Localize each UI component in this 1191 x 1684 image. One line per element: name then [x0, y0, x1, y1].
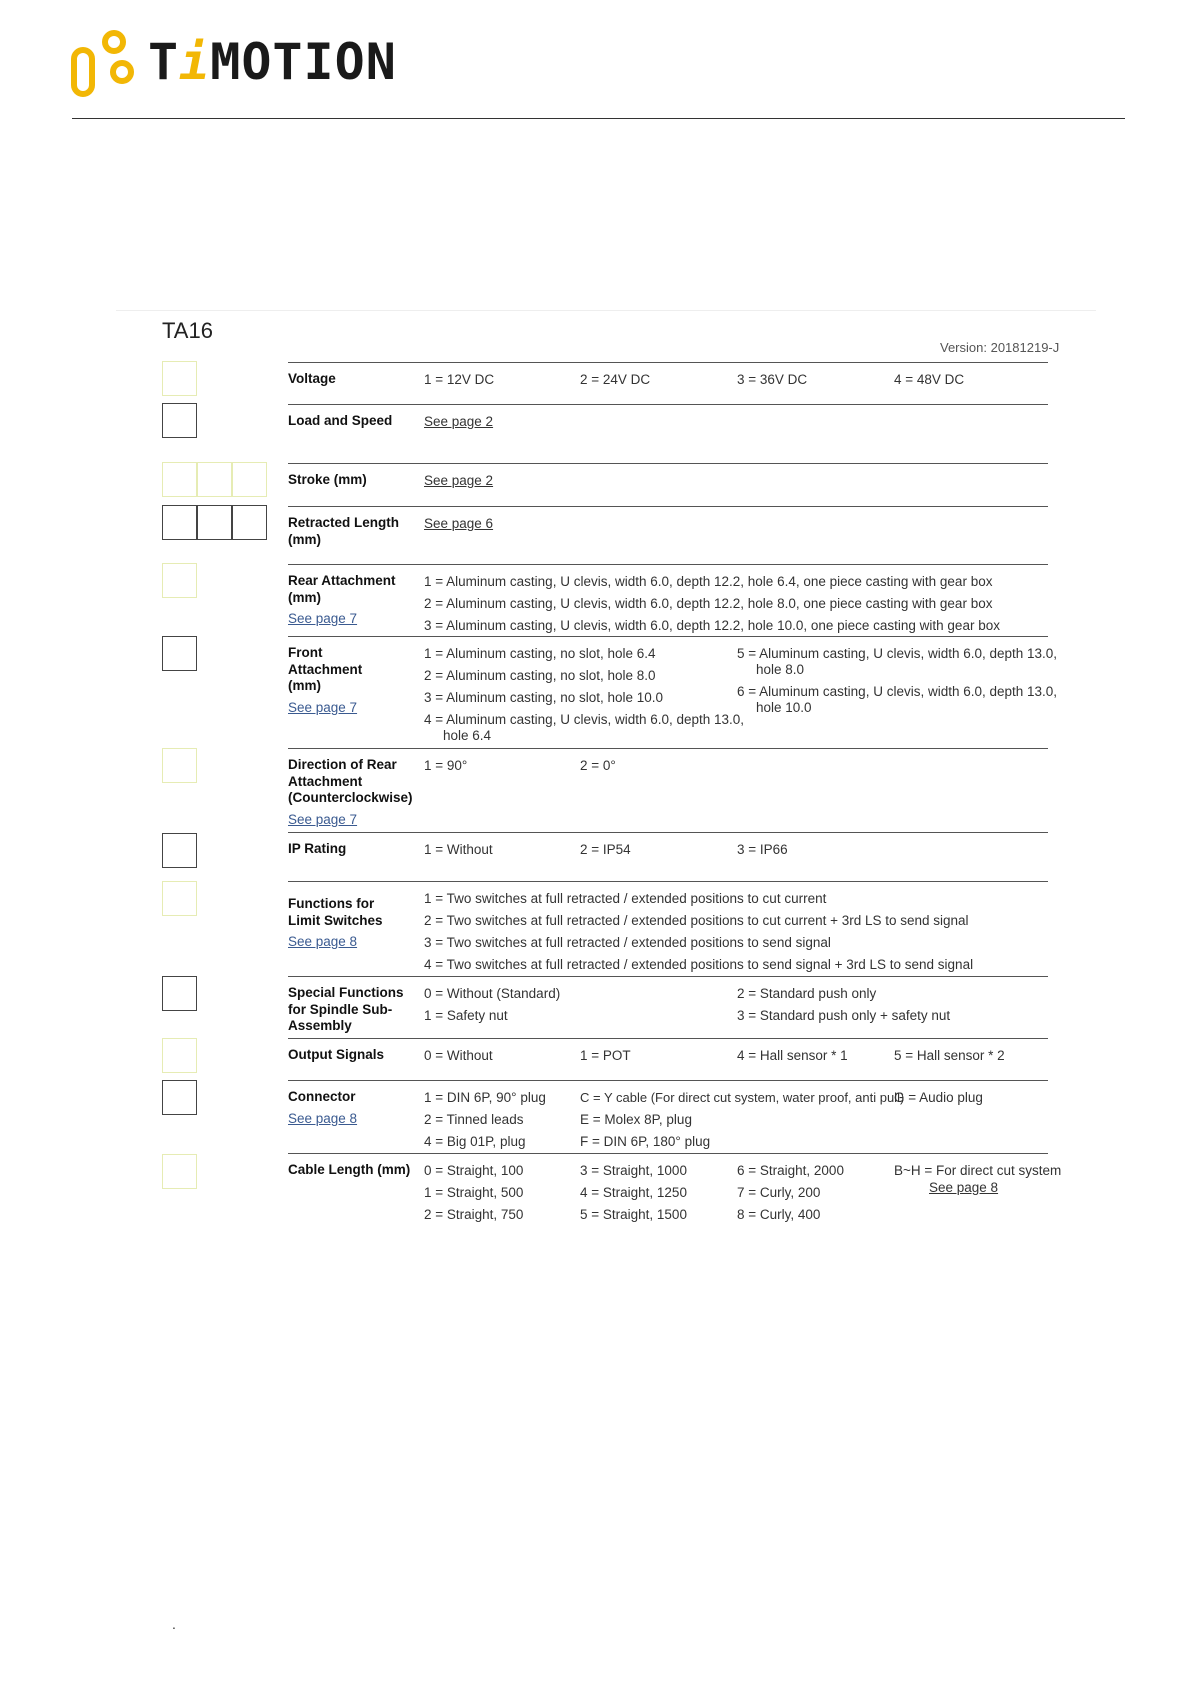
label-output-signals: Output Signals: [288, 1047, 384, 1062]
logo-wordmark: TiMOTION: [148, 33, 397, 91]
code-box-front: [162, 636, 197, 671]
label-connector: Connector See page 8: [288, 1089, 418, 1127]
option: 3 = IP66: [737, 842, 788, 857]
option: 2 = Aluminum casting, no slot, hole 8.0: [424, 668, 656, 683]
option: 7 = Curly, 200: [737, 1185, 821, 1200]
option-continued: hole 6.4: [443, 728, 492, 743]
option: 5 = Straight, 1500: [580, 1207, 687, 1222]
option: 0 = Without: [424, 1048, 493, 1063]
row-front-attachment: [288, 636, 1058, 749]
row-load-speed: [288, 404, 1048, 464]
option: 1 = Two switches at full retracted / extended positions to cut current: [424, 891, 827, 906]
option: 0 = Straight, 100: [424, 1163, 524, 1178]
option: 1 = Safety nut: [424, 1008, 508, 1023]
option: 4 = Straight, 1250: [580, 1185, 687, 1200]
option: 3 = Straight, 1000: [580, 1163, 687, 1178]
label-retracted-length: Retracted Length (mm): [288, 515, 400, 547]
code-box-stroke-2: [197, 462, 232, 497]
option: 1 = POT: [580, 1048, 631, 1063]
row-special-functions: [288, 976, 1048, 1039]
option: 2 = 0°: [580, 758, 616, 773]
option: 3 = Aluminum casting, U clevis, width 6.0, depth 12.2, hole 10.0, one piece casting with gear box: [424, 618, 1000, 633]
option: 3 = Standard push only + safety nut: [737, 1008, 951, 1023]
row-stroke: [288, 463, 1048, 507]
link-see-page[interactable]: See page 2: [424, 473, 494, 488]
code-box-limit: [162, 881, 197, 916]
option: 0 = Without (Standard): [424, 986, 561, 1001]
link-see-page[interactable]: See page 7: [288, 811, 358, 827]
label-limit-switches: Functions for Limit Switches See page 8: [288, 896, 388, 951]
option: 4 = Big 01P, plug: [424, 1134, 526, 1149]
option: 1 = Straight, 500: [424, 1185, 524, 1200]
option: 2 = Aluminum casting, U clevis, width 6.0, depth 12.2, hole 8.0, one piece casting with gear box: [424, 596, 993, 611]
label-rear-attachment: Rear Attachment (mm) See page 7: [288, 573, 398, 628]
option: E = Molex 8P, plug: [580, 1112, 692, 1127]
code-box-stroke-1: [162, 462, 197, 497]
code-box-connector: [162, 1080, 197, 1115]
link-see-page[interactable]: See page 8: [929, 1180, 999, 1195]
link-see-page[interactable]: See page 7: [288, 699, 358, 715]
option: 2 = Straight, 750: [424, 1207, 524, 1222]
row-output-signals: [288, 1038, 1048, 1081]
row-connector: [288, 1080, 1048, 1154]
option: 6 = Straight, 2000: [737, 1163, 844, 1178]
row-voltage: [288, 362, 1048, 405]
option: 1 = 90°: [424, 758, 468, 773]
code-box-load: [162, 403, 197, 438]
option: 3 = Aluminum casting, no slot, hole 10.0: [424, 690, 664, 705]
option: 6 = Aluminum casting, U clevis, width 6.0, depth 13.0,: [737, 684, 1058, 699]
link-see-page[interactable]: See page 8: [288, 1110, 358, 1126]
option: 3 = 36V DC: [737, 372, 808, 387]
code-box-output: [162, 1038, 197, 1073]
option: 1 = Aluminum casting, U clevis, width 6.0, depth 12.2, hole 6.4, one piece casting with gear box: [424, 574, 993, 589]
option-continued: hole 10.0: [756, 700, 812, 715]
option: 4 = Hall sensor * 1: [737, 1048, 848, 1063]
code-box-ip: [162, 833, 197, 868]
row-rear-attachment: [288, 564, 1048, 637]
code-box-special: [162, 976, 197, 1011]
label-load-speed: Load and Speed: [288, 413, 393, 428]
label-special-functions: Special Functions for Spindle Sub-Assembly: [288, 985, 404, 1033]
option: 1 = Aluminum casting, no slot, hole 6.4: [424, 646, 656, 661]
row-ip-rating: [288, 832, 1048, 882]
code-box-retracted-1: [162, 505, 197, 540]
option: 2 = Standard push only: [737, 986, 877, 1001]
option: 1 = 12V DC: [424, 372, 495, 387]
row-limit-switches: [288, 881, 1048, 977]
footer-mark: .: [172, 1616, 176, 1632]
row-cable-length: [288, 1153, 1062, 1228]
code-box-stroke-3: [232, 462, 267, 497]
code-box-voltage: [162, 361, 197, 396]
link-see-page[interactable]: See page 7: [288, 611, 358, 626]
option-continued: hole 8.0: [756, 662, 805, 677]
option: 2 = 24V DC: [580, 372, 651, 387]
logo-circles-icon: [70, 26, 146, 98]
model-title: TA16: [162, 318, 213, 343]
version-label: Version: 20181219-J: [940, 340, 1060, 355]
timotion-logo: [70, 26, 397, 98]
code-box-retracted-2: [197, 505, 232, 540]
section-divider: [116, 310, 1096, 311]
label-front-attachment: Front Attachment (mm) See page 7: [288, 645, 398, 716]
link-see-page[interactable]: See page 2: [424, 414, 494, 429]
row-direction: [288, 748, 1048, 833]
option: 5 = Hall sensor * 2: [894, 1048, 1005, 1063]
code-box-rear: [162, 563, 197, 598]
code-box-cable: [162, 1154, 197, 1189]
option: 4 = 48V DC: [894, 372, 965, 387]
option: 2 = IP54: [580, 842, 631, 857]
option: G = Audio plug: [894, 1090, 983, 1105]
option: 1 = Without: [424, 842, 493, 857]
option: C = Y cable (For direct cut system, water proof, anti pull): [580, 1090, 905, 1105]
option: F = DIN 6P, 180° plug: [580, 1134, 711, 1149]
code-box-retracted-3: [232, 505, 267, 540]
label-direction: Direction of Rear Attachment (Counterclockwise) See page 7: [288, 757, 413, 827]
option: 3 = Two switches at full retracted / extended positions to send signal: [424, 935, 831, 950]
label-cable-length: Cable Length (mm): [288, 1162, 411, 1177]
row-retracted-length: [288, 506, 1048, 565]
code-box-direction: [162, 748, 197, 783]
link-see-page[interactable]: See page 6: [424, 516, 494, 531]
option: B~H = For direct cut system: [894, 1163, 1062, 1178]
option: 4 = Two switches at full retracted / extended positions to send signal + 3rd LS to send signal: [424, 957, 974, 972]
option: 4 = Aluminum casting, U clevis, width 6.0, depth 13.0,: [424, 712, 745, 727]
option: 5 = Aluminum casting, U clevis, width 6.0, depth 13.0,: [737, 646, 1058, 661]
option: 8 = Curly, 400: [737, 1207, 821, 1222]
label-ip-rating: IP Rating: [288, 841, 347, 856]
option: 1 = DIN 6P, 90° plug: [424, 1090, 546, 1105]
header-divider: [72, 118, 1125, 119]
option: 2 = Two switches at full retracted / extended positions to cut current + 3rd LS to send signal: [424, 913, 969, 928]
label-voltage: Voltage: [288, 371, 336, 386]
option: 2 = Tinned leads: [424, 1112, 524, 1127]
link-see-page[interactable]: See page 8: [288, 934, 358, 949]
label-stroke: Stroke (mm): [288, 472, 367, 487]
